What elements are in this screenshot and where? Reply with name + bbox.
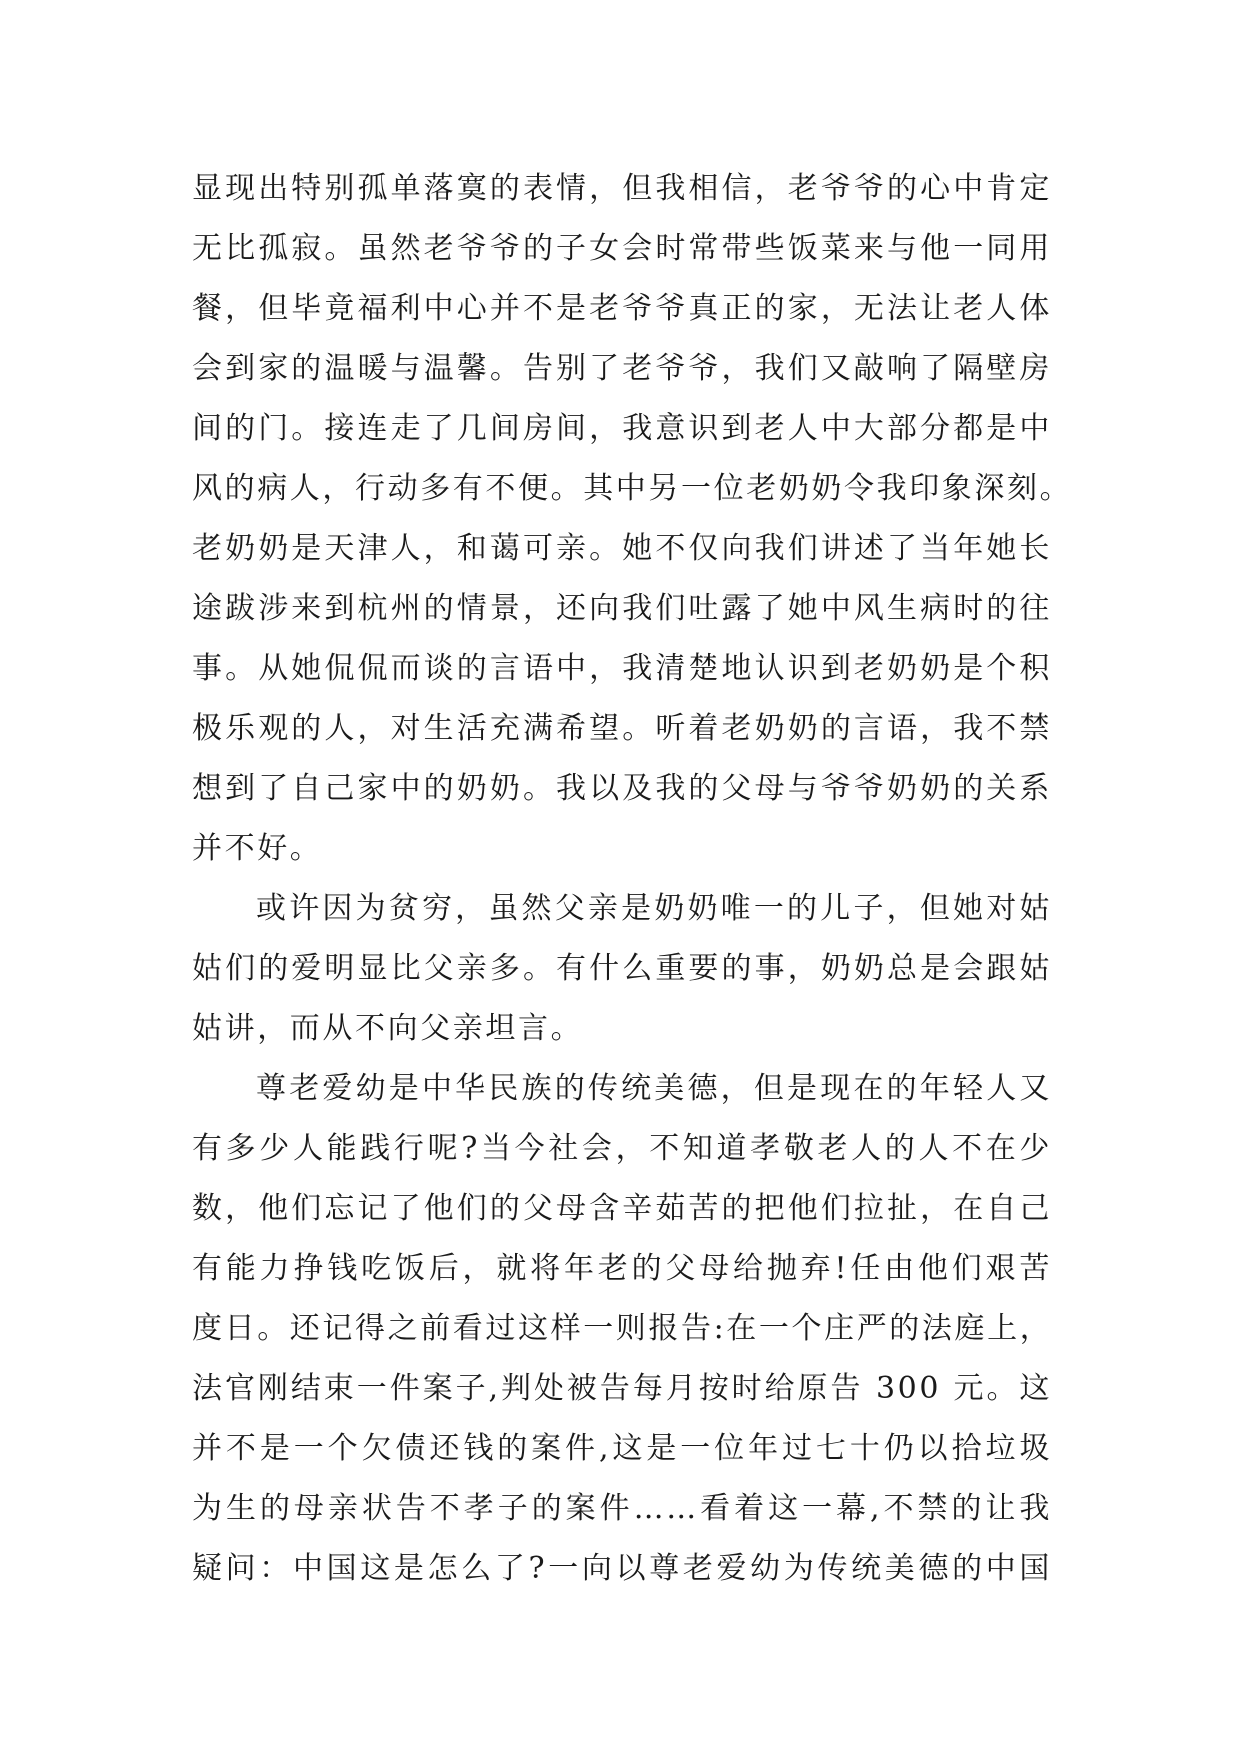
text-line: 为生的母亲状告不孝子的案件……看着这一幕,不禁的让我 — [192, 1491, 1052, 1526]
text-line: 度日。还记得之前看过这样一则报告:在一个庄严的法庭上， — [192, 1311, 1053, 1346]
text-line: 数，他们忘记了他们的父母含辛茹苦的把他们拉扯，在自己 — [192, 1191, 1052, 1226]
text-line: 或许因为贫穷，虽然父亲是奶奶唯一的儿子，但她对姑 — [256, 891, 1052, 926]
text-line: 法官刚结束一件案子,判处被告每月按时给原告 300 元。这 — [192, 1371, 1052, 1406]
text-line: 老奶奶是天津人，和蔼可亲。她不仅向我们讲述了当年她长 — [192, 531, 1052, 566]
text-line: 姑们的爱明显比父亲多。有什么重要的事，奶奶总是会跟姑 — [192, 951, 1052, 986]
text-line: 并不是一个欠债还钱的案件,这是一位年过七十仍以拾垃圾 — [192, 1431, 1052, 1466]
text-line: 尊老爱幼是中华民族的传统美德，但是现在的年轻人又 — [256, 1071, 1052, 1106]
text-line: 并不好。 — [192, 831, 323, 866]
text-line: 有多少人能践行呢?当今社会，不知道孝敬老人的人不在少 — [192, 1131, 1052, 1166]
text-line: 会到家的温暖与温馨。告别了老爷爷，我们又敲响了隔壁房 — [192, 351, 1052, 386]
text-line: 风的病人，行动多有不便。其中另一位老奶奶令我印象深刻。 — [192, 471, 1073, 506]
text-line: 餐，但毕竟福利中心并不是老爷爷真正的家，无法让老人体 — [192, 291, 1052, 326]
text-line: 姑讲，而从不向父亲坦言。 — [192, 1011, 584, 1046]
text-line: 间的门。接连走了几间房间，我意识到老人中大部分都是中 — [192, 411, 1052, 446]
text-line: 无比孤寂。虽然老爷爷的子女会时常带些饭菜来与他一同用 — [192, 231, 1052, 266]
text-line: 极乐观的人，对生活充满希望。听着老奶奶的言语，我不禁 — [192, 711, 1052, 746]
text-line: 疑问：中国这是怎么了?一向以尊老爱幼为传统美德的中国 — [192, 1551, 1052, 1586]
text-line: 有能力挣钱吃饭后，就将年老的父母给抛弃!任由他们艰苦 — [192, 1251, 1052, 1286]
text-line: 途跋涉来到杭州的情景，还向我们吐露了她中风生病时的往 — [192, 591, 1052, 626]
document-body — [192, 159, 1073, 1599]
text-line: 显现出特别孤单落寞的表情，但我相信，老爷爷的心中肯定 — [192, 171, 1052, 206]
text-line: 想到了自己家中的奶奶。我以及我的父母与爷爷奶奶的关系 — [192, 771, 1052, 806]
text-line: 事。从她侃侃而谈的言语中，我清楚地认识到老奶奶是个积 — [192, 651, 1052, 686]
